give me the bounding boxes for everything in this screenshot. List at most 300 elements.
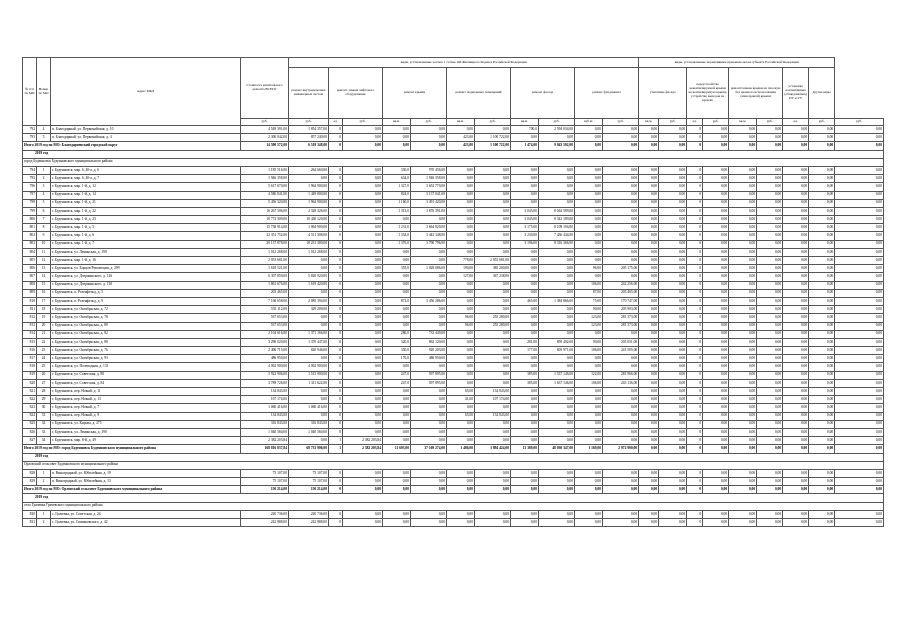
row-value: 0: [329, 232, 343, 240]
row-value: 0,00: [383, 273, 411, 281]
row-value: 0,00: [835, 420, 884, 428]
row-value: 329 209,00: [289, 306, 329, 314]
row-value: 0,00: [475, 379, 511, 387]
table-row: [23, 199, 884, 207]
row-value: 0,00: [703, 338, 729, 346]
row-value: 0,00: [511, 322, 539, 330]
row-value: 1 637 146,00: [539, 379, 575, 387]
total-value: 3 894 424,00: [475, 445, 511, 453]
row-value: 3 175,00: [511, 224, 539, 232]
row-value: 0: [329, 347, 343, 355]
row-value: 0,00: [639, 437, 659, 445]
row-value: 3 922 906,00: [241, 371, 289, 379]
row-number: 795: [23, 175, 37, 183]
row-value: 75 107,00: [241, 469, 289, 477]
row-value: 0,00: [659, 183, 687, 191]
row-value: 255 280,00: [475, 322, 511, 330]
row-address: п. Благодарный, ул. Первомайская, д. 4: [51, 134, 241, 142]
row-value: 820 946,00: [289, 347, 329, 355]
row-value: 0,00: [343, 224, 383, 232]
row-number-in-mo: 31: [37, 412, 51, 420]
row-value: 0,00: [835, 338, 884, 346]
row-number-in-mo: 26: [37, 371, 51, 379]
row-value: 423,00: [447, 134, 475, 142]
row-value: 0,00: [411, 412, 447, 420]
unit-cell: ед.: [687, 119, 703, 126]
row-value: 220 736,00: [289, 510, 329, 518]
row-number: 810: [23, 297, 37, 305]
row-value: 0,00: [783, 379, 809, 387]
row-value: 0,00: [639, 232, 659, 240]
row-value: 0,00: [659, 265, 687, 273]
row-value: 824,0: [383, 191, 411, 199]
row-value: 0,00: [783, 404, 809, 412]
row-value: 0,00: [659, 216, 687, 224]
row-number-in-mo: 14: [37, 273, 51, 281]
row-address: п. Благодарный, ул. Первомайская, д. 10: [51, 126, 241, 134]
row-value: 0,00: [729, 126, 757, 134]
row-value: 0,00: [729, 371, 757, 379]
sub-header-facade-insulation: утепление фасада: [639, 68, 687, 119]
row-address: г. Буденновск, ул. Борцов Революции, д. 299: [51, 265, 241, 273]
row-number: 831: [23, 519, 37, 527]
row-value: 0,00: [411, 437, 447, 445]
table-row: [23, 420, 884, 428]
row-value: 0: [329, 175, 343, 183]
row-value: 0,00: [447, 510, 475, 518]
row-value: 0,00: [639, 478, 659, 486]
total-value: 0,00: [757, 142, 783, 150]
row-value: 0,00: [703, 371, 729, 379]
row-value: 0,00: [603, 412, 639, 420]
row-value: 0,00: [835, 216, 884, 224]
row-value: 0,00: [659, 420, 687, 428]
row-value: 0,00: [729, 199, 757, 207]
row-value: 0,00: [703, 191, 729, 199]
row-value: 3 045,00: [511, 207, 539, 215]
row-value: 0,00: [343, 166, 383, 174]
row-number: 801: [23, 224, 37, 232]
row-value: 320,0: [383, 338, 411, 346]
row-value: 190,00: [447, 265, 475, 273]
total-value: 0,00: [809, 142, 835, 150]
row-value: 75,00: [575, 297, 603, 305]
row-value: 0,00: [659, 478, 687, 486]
row-value: 0,00: [511, 166, 539, 174]
row-value: 0,00: [475, 199, 511, 207]
row-value: 0,00: [539, 175, 575, 183]
row-value: 0,00: [809, 224, 835, 232]
row-address: г. Буденновск, мкр. 1-й, д. 16: [51, 257, 241, 265]
row-value: 0: [329, 297, 343, 305]
row-value: 0,00: [757, 428, 783, 436]
row-number-in-mo: 24: [37, 355, 51, 363]
row-value: 0,00: [575, 330, 603, 338]
row-value: 0,00: [659, 191, 687, 199]
row-value: 1 040 560,00: [289, 428, 329, 436]
row-value: 0,00: [511, 388, 539, 396]
row-value: 1 311 622,00: [289, 379, 329, 387]
row-value: 0,00: [475, 126, 511, 134]
row-address: г. Буденновск, мкр. 6, 40-а, д. 6: [51, 166, 241, 174]
row-value: 0,00: [809, 338, 835, 346]
row-value: 0,00: [703, 510, 729, 518]
row-address: г. Буденновск, ул. Советская, д. 80: [51, 371, 241, 379]
row-value: 203 465,00: [603, 289, 639, 297]
row-value: 0,00: [639, 265, 659, 273]
row-value: 0,00: [757, 281, 783, 289]
row-number-in-mo: 33: [37, 428, 51, 436]
row-value: 1 371 166,00: [289, 330, 329, 338]
row-value: 0,00: [411, 216, 447, 224]
row-value: 0: [329, 224, 343, 232]
row-address: г. Буденновск, ул. Октябрьская, д. 80: [51, 322, 241, 330]
row-value: 0,00: [603, 207, 639, 215]
row-value: 0,00: [809, 281, 835, 289]
row-value: 7 166 658,00: [241, 297, 289, 305]
row-value: 0,00: [835, 469, 884, 477]
row-value: 0,00: [343, 469, 383, 477]
row-value: 0,00: [475, 289, 511, 297]
row-value: 3 790 796,00: [411, 240, 447, 248]
total-value: 0,00: [639, 486, 659, 494]
row-value: 0,00: [343, 297, 383, 305]
row-value: 0,00: [639, 216, 659, 224]
row-number-in-mo: 4: [37, 126, 51, 134]
row-value: 0,00: [809, 175, 835, 183]
row-value: 0,00: [343, 388, 383, 396]
row-value: 0: [687, 273, 703, 281]
row-value: 0,00: [703, 281, 729, 289]
row-value: 0,00: [809, 478, 835, 486]
total-value: 0,00: [603, 142, 639, 150]
total-value: 0,00: [511, 486, 539, 494]
row-value: 0,00: [783, 289, 809, 297]
row-value: 0: [687, 191, 703, 199]
row-value: 0,00: [729, 396, 757, 404]
row-value: 0,00: [343, 281, 383, 289]
row-value: 0,00: [835, 371, 884, 379]
row-value: 0,00: [659, 412, 687, 420]
row-value: 0,00: [729, 232, 757, 240]
row-value: 0,00: [411, 248, 447, 256]
row-value: 0,00: [511, 257, 539, 265]
row-number: 800: [23, 216, 37, 224]
row-value: 0: [329, 478, 343, 486]
row-value: 0,00: [703, 273, 729, 281]
row-value: 0,00: [639, 314, 659, 322]
row-value: 0: [687, 224, 703, 232]
row-value: 0,00: [757, 232, 783, 240]
row-value: 0,00: [729, 330, 757, 338]
row-number-in-mo: 12: [37, 257, 51, 265]
row-address: г. Буденновск, мкр. 1-й, д. 6: [51, 232, 241, 240]
row-value: 733 449,00: [411, 330, 447, 338]
row-value: 0,00: [729, 322, 757, 330]
row-value: 0,00: [511, 404, 539, 412]
row-value: 0,00: [343, 478, 383, 486]
row-value: 0,00: [447, 330, 475, 338]
row-value: 0,00: [447, 175, 475, 183]
row-value: 0,00: [659, 314, 687, 322]
row-value: 3 664 820,00: [411, 224, 447, 232]
row-value: 205 175,00: [603, 265, 639, 273]
row-value: 0,00: [575, 437, 603, 445]
row-address: г. Буденновск, мкр. 1-й, д. 12: [51, 183, 241, 191]
row-value: 0,00: [447, 297, 475, 305]
row-value: 0,00: [603, 363, 639, 371]
row-value: 0,00: [809, 257, 835, 265]
total-value: 37 169 274,00: [411, 445, 447, 453]
row-value: 0,00: [289, 289, 329, 297]
row-number-in-mo: 27: [37, 379, 51, 387]
total-row: [23, 445, 884, 453]
row-value: 0,00: [539, 396, 575, 404]
total-value: 0,00: [835, 486, 884, 494]
row-value: 0,00: [783, 166, 809, 174]
row-value: 0,00: [757, 396, 783, 404]
row-value: 0,00: [539, 412, 575, 420]
row-value: 700,0: [511, 126, 539, 134]
row-value: 0,00: [475, 240, 511, 248]
row-value: 0,00: [411, 478, 447, 486]
row-value: 0,00: [475, 175, 511, 183]
row-number-in-mo: 32: [37, 420, 51, 428]
row-number-in-mo: 9: [37, 232, 51, 240]
row-value: 242 888,00: [241, 519, 289, 527]
row-value: 0,00: [659, 257, 687, 265]
row-value: 0,00: [603, 437, 639, 445]
row-value: 247,0: [383, 379, 411, 387]
row-value: 0,00: [783, 207, 809, 215]
row-value: 859 402,00: [539, 338, 575, 346]
row-number: 815: [23, 338, 37, 346]
row-value: 0,00: [343, 306, 383, 314]
row-value: 0: [687, 388, 703, 396]
row-value: 0,00: [575, 199, 603, 207]
row-value: 0,00: [703, 404, 729, 412]
row-value: 0,00: [835, 478, 884, 486]
row-value: 0,00: [639, 396, 659, 404]
col-total-cost-header: Стоимость капитального ремонта ВСЕГО: [241, 58, 289, 119]
row-number-in-mo: 34: [37, 437, 51, 445]
row-address: г. Буденновск, ул. Дзержинского, д. 126: [51, 273, 241, 281]
row-value: 1 449 800,00: [289, 191, 329, 199]
table-row: [23, 281, 884, 289]
row-value: 0: [687, 371, 703, 379]
unit-cell: руб.: [703, 119, 729, 126]
row-address: г. Буденновск, мкр. 1-й, д. 14: [51, 191, 241, 199]
total-value: 0,00: [575, 486, 603, 494]
row-value: 0,00: [835, 388, 884, 396]
row-value: 0,00: [343, 273, 383, 281]
row-value: 0,00: [639, 191, 659, 199]
row-value: 0,00: [411, 126, 447, 134]
row-value: 0,00: [511, 183, 539, 191]
table-row: [23, 191, 884, 199]
row-value: 385,00: [511, 379, 539, 387]
year-row: [23, 453, 884, 461]
row-value: 0: [329, 519, 343, 527]
row-value: 0,00: [511, 191, 539, 199]
row-value: 330,0: [383, 347, 411, 355]
row-value: 0,00: [289, 396, 329, 404]
row-value: 0,00: [783, 478, 809, 486]
row-value: 0: [329, 420, 343, 428]
row-value: 0,00: [447, 240, 475, 248]
section-label: Орловский сельсовет Буденновского муниципального района: [23, 461, 884, 469]
row-value: 0,00: [411, 281, 447, 289]
row-value: 0,00: [783, 257, 809, 265]
row-value: 0: [687, 134, 703, 142]
unit-cell: руб.: [809, 119, 835, 126]
row-value: 0,00: [835, 175, 884, 183]
row-value: 0,00: [511, 396, 539, 404]
row-value: 0,00: [809, 519, 835, 527]
row-value: 0: [329, 248, 343, 256]
row-value: 0,00: [809, 510, 835, 518]
row-value: 0: [329, 134, 343, 142]
row-number-in-mo: 2: [37, 478, 51, 486]
row-value: 0,00: [809, 248, 835, 256]
row-value: 4 586 841,00: [241, 191, 289, 199]
section-row: [23, 461, 884, 469]
row-value: 75 107,00: [289, 469, 329, 477]
row-value: 0,00: [575, 166, 603, 174]
total-value: 168 816 837,84: [241, 445, 289, 453]
row-value: 0,00: [411, 388, 447, 396]
row-value: 0,00: [475, 428, 511, 436]
row-value: 0,00: [447, 191, 475, 199]
total-value: 0,00: [783, 486, 809, 494]
row-value: 0,00: [575, 134, 603, 142]
row-value: 0: [687, 240, 703, 248]
row-value: 3 442 348,00: [411, 232, 447, 240]
row-value: 0,00: [639, 199, 659, 207]
row-value: 0: [329, 355, 343, 363]
row-value: 286,0: [383, 330, 411, 338]
row-value: 242 888,00: [289, 519, 329, 527]
row-value: 0,00: [343, 519, 383, 527]
row-value: 0,00: [659, 469, 687, 477]
row-number-in-mo: 16: [37, 289, 51, 297]
row-value: 0,00: [835, 347, 884, 355]
row-value: 0,00: [383, 126, 411, 134]
row-value: 3 137 041,00: [411, 191, 447, 199]
row-value: 0,00: [809, 347, 835, 355]
row-value: 0,00: [757, 273, 783, 281]
total-value: 0,00: [703, 445, 729, 453]
total-value: 0,00: [411, 142, 447, 150]
row-number: 822: [23, 396, 37, 404]
row-number-in-mo: 21: [37, 330, 51, 338]
row-number: 806: [23, 265, 37, 273]
row-number-in-mo: 17: [37, 297, 51, 305]
row-value: 0,00: [475, 166, 511, 174]
row-value: 0,00: [809, 265, 835, 273]
table-row: [23, 134, 884, 142]
row-value: 0,00: [289, 412, 329, 420]
total-value: 0,00: [757, 486, 783, 494]
row-value: 5 456 320,00: [241, 199, 289, 207]
row-value: 0,00: [603, 330, 639, 338]
row-value: 0,00: [411, 363, 447, 371]
row-number: 808: [23, 281, 37, 289]
year-label: 2019 год: [23, 453, 884, 461]
row-value: 65,00: [447, 412, 475, 420]
row-value: 0,00: [539, 273, 575, 281]
row-value: 0,00: [639, 175, 659, 183]
row-value: 0,00: [575, 355, 603, 363]
row-value: 0,00: [729, 428, 757, 436]
row-value: 0,00: [575, 191, 603, 199]
row-value: 0,00: [783, 281, 809, 289]
row-value: 0,00: [703, 420, 729, 428]
row-number: 825: [23, 420, 37, 428]
unit-cell: руб.: [659, 119, 687, 126]
row-number-in-mo: 13: [37, 265, 51, 273]
total-value: 0,00: [383, 486, 411, 494]
table-row: [23, 412, 884, 420]
sub-header-flat-roof: ремонт/замена крыши на плоскую без целевого использования (мансардной) крыши: [729, 68, 783, 119]
row-value: 0,00: [783, 330, 809, 338]
row-value: 0,00: [539, 257, 575, 265]
row-value: 0: [687, 199, 703, 207]
row-value: 0,00: [783, 355, 809, 363]
row-value: 0,00: [809, 289, 835, 297]
row-value: 0,00: [835, 134, 884, 142]
row-value: 0,00: [639, 371, 659, 379]
row-value: 106,00: [575, 347, 603, 355]
col-address-header: Адрес МКД: [51, 58, 241, 126]
row-value: 0,00: [475, 355, 511, 363]
row-value: 0,00: [575, 478, 603, 486]
row-value: 1 619 420,00: [289, 281, 329, 289]
row-address: г. Буденновск, п. Розенфельд, д. 9: [51, 297, 241, 305]
row-value: 2 328 326,00: [289, 207, 329, 215]
row-value: 1 384 866,00: [539, 297, 575, 305]
row-value: 0,00: [659, 363, 687, 371]
row-value: 0,00: [603, 224, 639, 232]
row-value: 0,00: [511, 510, 539, 518]
unit-cell: куб.м.: [575, 119, 603, 126]
row-number-in-mo: 18: [37, 306, 51, 314]
row-value: 0,00: [703, 330, 729, 338]
row-number-in-mo: 25: [37, 363, 51, 371]
row-value: 0,00: [729, 183, 757, 191]
table-row: [23, 338, 884, 346]
row-value: 4 549 391,00: [241, 126, 289, 134]
row-value: 0,00: [447, 404, 475, 412]
row-value: 0,00: [729, 248, 757, 256]
row-value: 0,00: [639, 388, 659, 396]
row-value: 0,00: [475, 469, 511, 477]
row-value: 1 515 900,00: [289, 371, 329, 379]
row-value: 0,00: [575, 412, 603, 420]
row-value: 0,00: [809, 134, 835, 142]
row-value: 0,00: [659, 388, 687, 396]
row-address: г. Буденновск, ул. Октябрьская, д. 93: [51, 355, 241, 363]
row-value: 0,00: [383, 437, 411, 445]
row-value: 0,00: [757, 330, 783, 338]
row-value: 75 107,00: [241, 478, 289, 486]
row-value: 0,00: [729, 175, 757, 183]
row-value: 0,00: [757, 216, 783, 224]
row-value: 1 964 900,00: [289, 224, 329, 232]
row-value: 0,00: [411, 428, 447, 436]
row-value: 0,00: [809, 355, 835, 363]
row-value: 0,00: [639, 306, 659, 314]
